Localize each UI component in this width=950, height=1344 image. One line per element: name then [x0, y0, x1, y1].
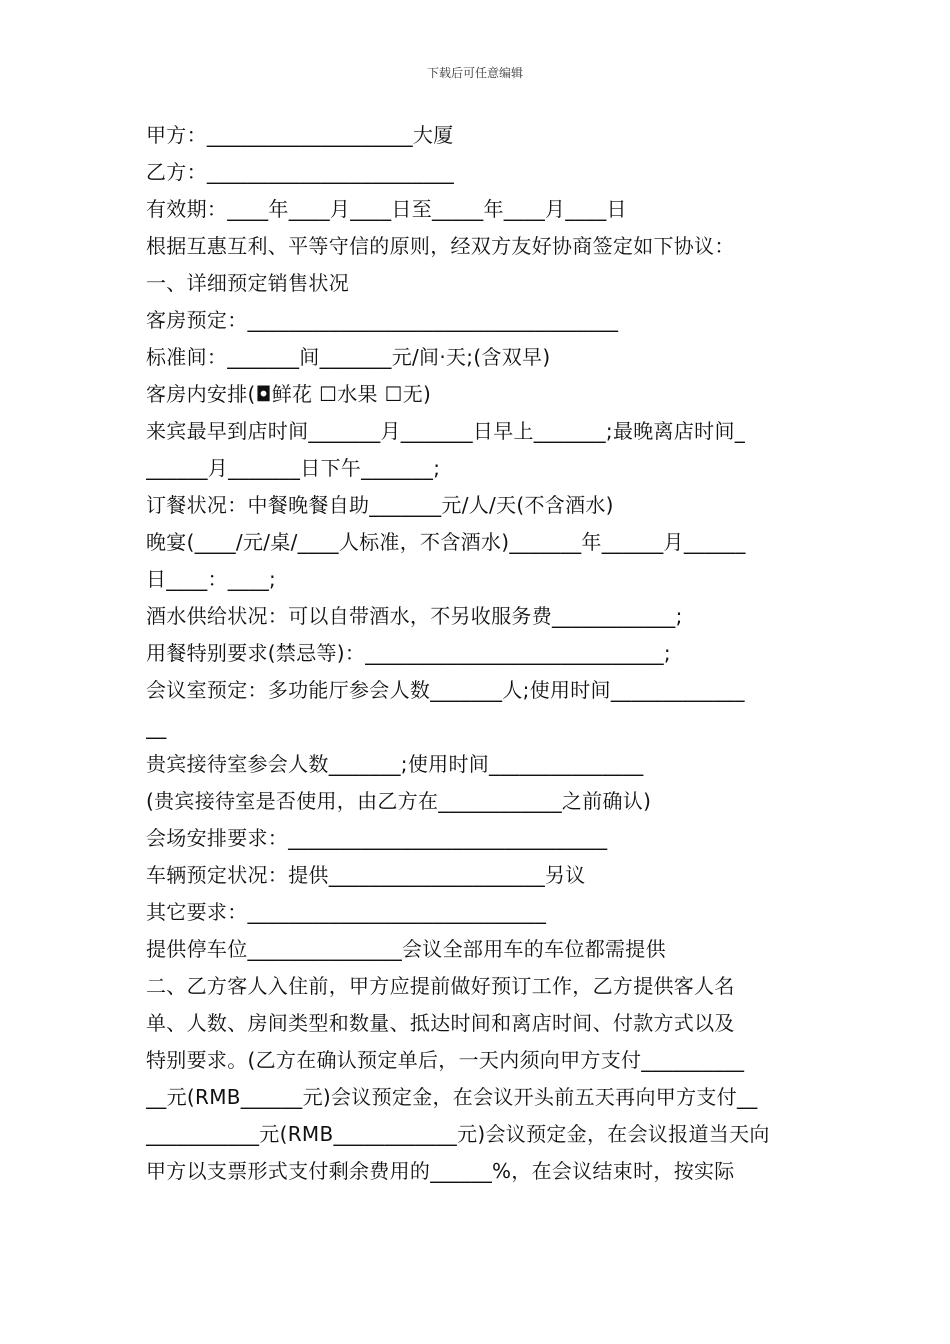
beverage-line: 酒水供给状况：可以自带酒水，不另收服务费____________; — [146, 604, 683, 628]
arrival-time-line: 来宾最早到店时间_______月_______日早上_______;最晚离店时间_ — [146, 419, 746, 443]
clause-two-line-2: 单、人数、房间类型和数量、抵达时间和离店时间、付款方式以及 — [146, 1011, 735, 1035]
other-requirements-line: 其它要求：_____________________________ — [146, 900, 547, 924]
section-heading: 一、详细预定销售状况 — [146, 271, 349, 295]
validity-period-line: 有效期：____年____月____日至_____年____月____日 — [146, 197, 627, 221]
venue-requirements-line: 会场安排要求：_______________________________ — [146, 826, 608, 850]
vip-room-confirm-line: (贵宾接待室是否使用，由乙方在____________之前确认) — [146, 789, 652, 813]
room-booking-line: 客房预定：____________________________________ — [146, 308, 619, 332]
preamble-line: 根据互惠互利、平等守信的原则，经双方友好协商签定如下协议： — [146, 234, 735, 258]
parking-line: 提供停车位_______________会议全部用车的车位都需提供 — [146, 937, 666, 961]
clause-two-line-3: 特别要求。(乙方在确认预定单后，一天内须向甲方支付__________ — [146, 1048, 745, 1072]
dietary-requirements-line: 用餐特别要求(禁忌等)：_____________________________; — [146, 641, 671, 665]
meeting-room-line: 会议室预定：多功能厅参会人数_______人;使用时间_____________ — [146, 678, 745, 702]
party-a-line: 甲方：____________________大厦 — [146, 123, 454, 147]
clause-two-line-5: ___________元(RMB____________元)会议预定金，在会议报道当天向 — [146, 1122, 770, 1146]
clause-two-line-1: 二、乙方客人入住前，甲方应提前做好预订工作，乙方提供客人名 — [146, 974, 735, 998]
departure-time-line: ______月_______日下午_______; — [146, 456, 441, 480]
banquet-line: 晚宴(____/元/桌/____人标准，不含酒水)_______年______月______ — [146, 530, 746, 554]
banquet-time-line: 日____：____; — [146, 567, 277, 591]
room-arrangement-line: 客房内安排(◘鲜花 ☐水果 ☐无) — [146, 382, 432, 406]
meeting-room-line-cont: __ — [146, 715, 167, 739]
meal-booking-line: 订餐状况：中餐晚餐自助_______元/人/天(不含酒水) — [146, 493, 614, 517]
page-header: 下载后可任意编辑 — [426, 66, 523, 80]
clause-two-line-4: __元(RMB______元)会议预定金，在会议开头前五天再向甲方支付__ — [146, 1085, 758, 1109]
vehicle-booking-line: 车辆预定状况：提供_____________________另议 — [146, 863, 586, 887]
document-body — [146, 117, 808, 1190]
party-b-line: 乙方：________________________ — [146, 160, 455, 184]
standard-room-line: 标准间：_______间_______元/间·天;(含双早) — [146, 345, 551, 369]
vip-room-line: 贵宾接待室参会人数_______;使用时间_______________ — [146, 752, 644, 776]
clause-two-line-6: 甲方以支票形式支付剩余费用的______%，在会议结束时，按实际 — [146, 1159, 735, 1183]
